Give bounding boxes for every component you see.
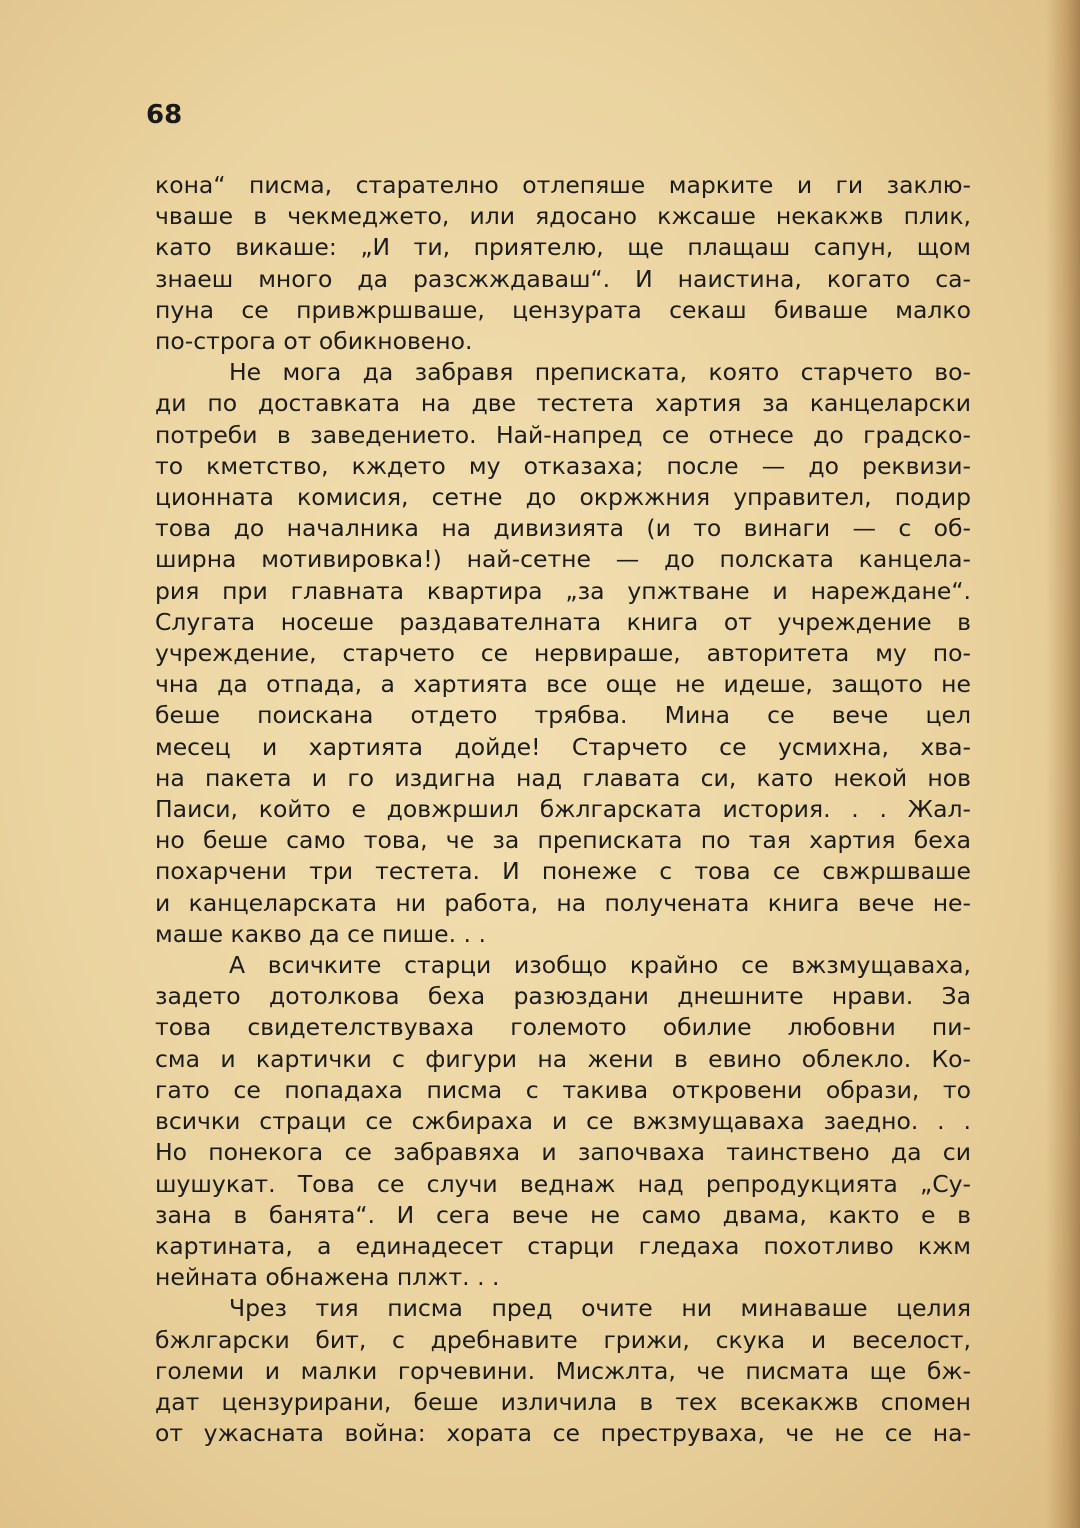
text-line: потреби в заведението. Най-напред се отнесе до градско- xyxy=(155,420,971,449)
paragraph-1 xyxy=(155,170,971,357)
text-line: това до началника на дивизията (и то винаги — с об- xyxy=(155,514,971,543)
text-line: А всичките старци изобщо крайно се вжзмущаваха, xyxy=(229,951,971,980)
text-line: на пакета и го издигна над главата си, като некой нов xyxy=(155,763,971,792)
spine-shadow xyxy=(1046,0,1080,1528)
text-line: чна да отпада, а хартията все още не идеше, защото не xyxy=(155,670,971,699)
text-line: и канцеларската ни работа, на получената книга вече не- xyxy=(155,888,971,917)
text-line: кона“ писма, старателно отлепяше марките и ги заклю- xyxy=(155,171,971,199)
text-line: това свидетелствуваха големото обилие любовни пи- xyxy=(155,1013,971,1042)
text-line: то кметство, кждето му отказаха; после — до реквизи- xyxy=(155,451,971,480)
text-line: шушукат. Това се случи веднаж над репродукцията „Су- xyxy=(155,1169,971,1198)
text-line: големи и малки горчевини. Мисжлта, че писмата ще бж- xyxy=(155,1356,971,1385)
text-line: пуна се привжршваше, цензурата секаш биваше малко xyxy=(155,295,971,324)
text-line: Паиси, който е довжршил бжлгарската история. . . Жал- xyxy=(155,795,971,824)
text-line: зана в банята“. И сега вече не само двама, както е в xyxy=(155,1200,971,1229)
text-line: задето дотолкова беха разюздани днешните нрави. За xyxy=(155,982,971,1011)
text-line: от ужасната война: хората се преструваха, че не се на- xyxy=(155,1419,971,1448)
text-line: сма и картички с фигури на жени в евино облекло. Ко- xyxy=(155,1044,971,1073)
text-line: похарчени три тестета. И понеже с това се свжршваше xyxy=(155,857,971,886)
text-line: по-строга от обикновено. xyxy=(155,327,473,356)
text-line: нейната обнажена плжт. . . xyxy=(155,1263,500,1292)
text-line: рия при главната квартира „за упжтване и нареждане“. xyxy=(155,576,971,605)
paragraph-2 xyxy=(155,357,971,950)
paragraph-3 xyxy=(155,950,971,1293)
text-line: Но понекога се забравяха и започваха таинствено да си xyxy=(155,1138,971,1167)
text-line: гато се попадаха писма с такива откровени образи, то xyxy=(155,1075,971,1104)
text-line: ди по доставката на две тестета хартия за канцеларски xyxy=(155,389,971,418)
text-line: месец и хартията дойде! Старчето се усмихна, хва- xyxy=(155,732,971,761)
text-line: Не мога да забравя преписката, която старчето во- xyxy=(229,358,971,387)
text-line: всички страци се сжбираха и се вжзмущаваха заедно. . . xyxy=(155,1107,971,1136)
text-line: като викаше: „И ти, приятелю, ще плащаш сапун, щом xyxy=(155,233,971,262)
text-line: беше поискана отдето трябва. Мина се вече цел xyxy=(155,701,971,730)
text-line: Слугата носеше раздавателната книга от учреждение в xyxy=(155,607,971,636)
text-line: учреждение, старчето се нервираше, авторитета му по- xyxy=(155,639,971,668)
text-line: ширна мотивировка!) най-сетне — до полската канцела- xyxy=(155,545,971,574)
text-line: Чрез тия писма пред очите ни минаваше целия xyxy=(229,1294,971,1323)
text-line: чваше в чекмеджето, или ядосано кжсаше некакжв плик, xyxy=(155,202,971,231)
text-line: ционната комисия, сетне до окржжния управител, подир xyxy=(155,483,971,512)
text-line: но беше само това, че за преписката по тая хартия беха xyxy=(155,826,971,855)
text-line: маше какво да се пише. . . xyxy=(155,919,486,948)
paragraph-4 xyxy=(155,1293,971,1449)
text-line: знаеш много да разсжждаваш“. И наистина, когато са- xyxy=(155,264,971,293)
text-line: дат цензурирани, беше изличила в тех всекакжв спомен xyxy=(155,1387,971,1416)
text-line: картината, а единадесет старци гледаха похотливо кжм xyxy=(155,1231,971,1260)
page-number: 68 xyxy=(146,100,183,130)
text-line: бжлгарски бит, с дребнавите грижи, скука и веселост, xyxy=(155,1325,971,1354)
body-text xyxy=(155,170,971,1449)
